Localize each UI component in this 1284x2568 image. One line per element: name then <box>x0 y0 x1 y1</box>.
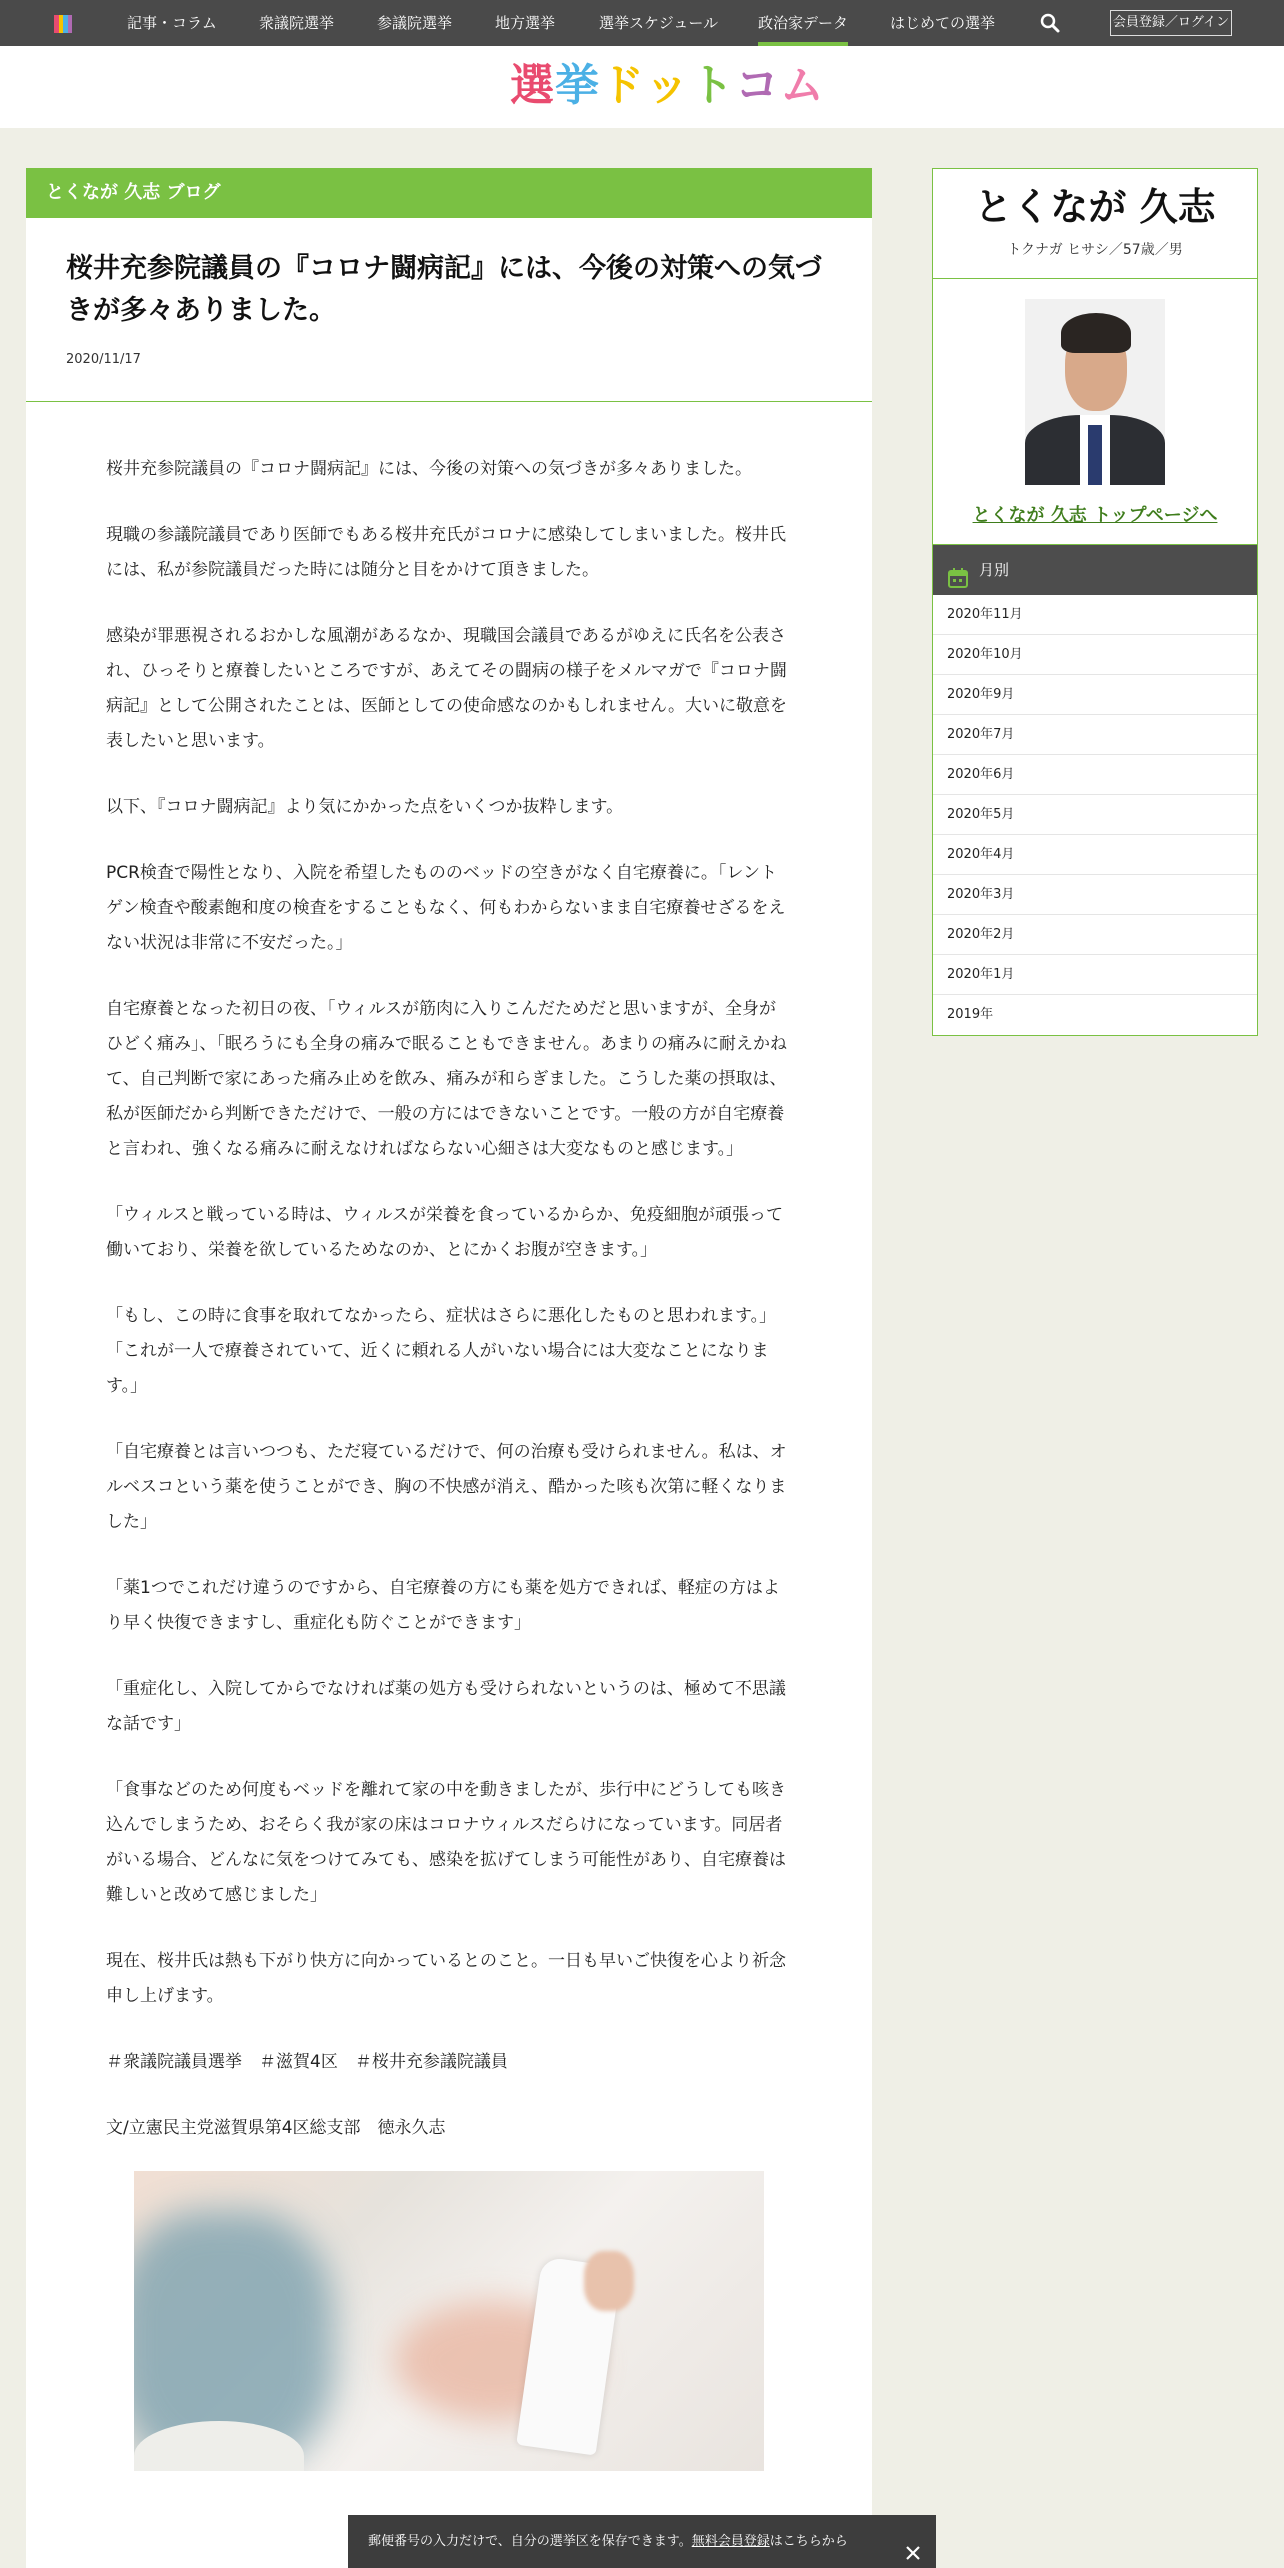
logo-char: コ <box>735 60 780 111</box>
paragraph: 現在、桜井氏は熱も下がり快方に向かっているとのこと。一日も早いご快復を心より祈念申し上げます。 <box>106 1951 786 2006</box>
archive-month-item[interactable]: 2020年10月 <box>933 635 1257 675</box>
archive-month-item[interactable]: 2020年9月 <box>933 675 1257 715</box>
paragraph: 自宅療養となった初日の夜、「ウィルスが筋肉に入りこんだためだと思いますが、全身がひどく痛み」、「眠ろうにも全身の痛みで眠ることもできません。あまりの痛みに耐えかねて、自己判断で家にあった痛み止めを飲み、痛みが和らぎました。こうした薬の摂取は、私が医師だから判断できただけで、一般の方にはできないことです。一般の方が自宅療養と言われ、強くなる痛みに耐えなければならない心細さは大変なものと感じます。」 <box>106 999 788 1159</box>
article-header <box>26 218 872 402</box>
paragraph: PCR検査で陽性となり、入院を希望したもののベッドの空きがなく自宅療養に。「レントゲン検査や酸素飽和度の検査をすることもなく、何もわからないまま自宅療養せざるをえない状況は非常に不安だった。」 <box>106 863 786 953</box>
signup-banner <box>348 2515 936 2568</box>
logo-char: 選 <box>510 60 555 111</box>
archive-month-item[interactable]: 2020年4月 <box>933 835 1257 875</box>
logo-char: ト <box>690 60 735 111</box>
archive-month-item[interactable]: 2020年3月 <box>933 875 1257 915</box>
search-icon[interactable] <box>1038 11 1062 35</box>
nav-item-house-of-councillors[interactable]: 参議院選挙 <box>377 14 453 32</box>
free-signup-link[interactable]: 無料会員登録 <box>691 2534 770 2549</box>
paragraph: 桜井充参院議員の『コロナ闘病記』には、今後の対策への気づきが多々ありました。 <box>106 459 752 479</box>
calendar-icon <box>947 559 969 581</box>
close-icon[interactable] <box>904 2532 922 2550</box>
site-header <box>0 46 1284 128</box>
nav-item-house-of-representatives[interactable]: 衆議院選挙 <box>259 14 335 32</box>
article-photo <box>134 2171 764 2471</box>
profile-photo[interactable] <box>1025 299 1165 485</box>
paragraph: 「薬1つでこれだけ違うのですから、自宅療養の方にも薬を処方できれば、軽症の方はより早く快復できますし、重症化も防ぐことができます」 <box>106 1578 780 1633</box>
archive-month-item[interactable]: 2020年6月 <box>933 755 1257 795</box>
archive-month-item[interactable]: 2020年7月 <box>933 715 1257 755</box>
archive-month-item[interactable]: 2020年11月 <box>933 595 1257 635</box>
home-logo-icon[interactable] <box>54 15 72 33</box>
profile-details: トクナガ ヒサシ／57歳／男 <box>1007 242 1183 258</box>
profile-sidebar <box>932 168 1258 1036</box>
article-author: 文/立憲民主党滋賀県第4区総支部 徳永久志 <box>106 2118 446 2138</box>
monthly-archive-title: 月別 <box>979 561 1010 579</box>
paragraph: 「もし、この時に食事を取れてなかったら、症状はさらに悪化したものと思われます。」「これが一人で療養されていて、近くに頼れる人がいない場合には大変なことになります。」 <box>106 1306 777 1396</box>
monthly-archive-header <box>933 545 1257 595</box>
profile-header <box>933 169 1257 279</box>
banner-text: 郵便番号の入力だけで、自分の選挙区を保存できます。 <box>368 2534 692 2549</box>
article-body <box>26 402 872 2471</box>
logo-char: 挙 <box>555 60 600 111</box>
nav-item-election-schedule[interactable]: 選挙スケジュール <box>599 14 719 32</box>
logo-char: ッ <box>645 60 690 111</box>
profile-top-link[interactable]: とくなが 久志 トップページへ <box>972 505 1218 526</box>
nav-item-politician-data[interactable]: 政治家データ <box>758 0 848 46</box>
blog-title-bar: とくなが 久志 ブログ <box>26 168 872 218</box>
archive-month-item[interactable]: 2020年5月 <box>933 795 1257 835</box>
nav-item-first-election[interactable]: はじめての選挙 <box>890 14 996 32</box>
article-panel <box>26 168 872 2568</box>
article-title: 桜井充参院議員の『コロナ闘病記』には、今後の対策への気づきが多々ありました。 <box>66 253 822 326</box>
logo-char: ド <box>600 60 645 111</box>
top-nav <box>0 0 1284 46</box>
paragraph: 「食事などのため何度もベッドを離れて家の中を動きましたが、歩行中にどうしても咳き込んでしまうため、おそらく我が家の床はコロナウィルスだらけになっています。同居者がいる場合、どんなに気をつけてみても、感染を拡げてしまう可能性があり、自宅療養は難しいと改めて感じました」 <box>106 1780 786 1905</box>
site-logo[interactable] <box>510 60 825 112</box>
archive-month-item[interactable]: 2020年2月 <box>933 915 1257 955</box>
archive-month-item[interactable]: 2019年 <box>947 1007 994 1022</box>
profile-photo-section <box>933 279 1257 545</box>
logo-char: ム <box>780 60 825 111</box>
paragraph: 現職の参議院議員であり医師でもある桜井充氏がコロナに感染してしまいました。桜井氏には、私が参院議員だった時には随分と目をかけて頂きました。 <box>106 525 786 580</box>
paragraph: 感染が罪悪視されるおかしな風潮があるなか、現職国会議員であるがゆえに氏名を公表され、ひっそりと療養したいところですが、あえてその闘病の様子をメルマガで『コロナ闘病記』として公開されたことは、医師としての使命感なのかもしれません。大いに敬意を表したいと思います。 <box>106 626 788 751</box>
monthly-archive-list <box>933 595 1257 1035</box>
paragraph: 「自宅療養とは言いつつも、ただ寝ているだけで、何の治療も受けられません。私は、オルベスコという薬を使うことができ、胸の不快感が消え、酷かった咳も次第に軽くなりました」 <box>106 1442 787 1532</box>
paragraph: 「重症化し、入院してからでなければ薬の処方も受けられないというのは、極めて不思議な話です」 <box>106 1679 786 1734</box>
banner-text-suffix: はこちらから <box>769 2534 848 2549</box>
article-date: 2020/11/17 <box>66 352 141 367</box>
archive-month-item[interactable]: 2020年1月 <box>933 955 1257 995</box>
paragraph: 以下、『コロナ闘病記』より気にかかった点をいくつか抜粋します。 <box>106 797 624 817</box>
nav-item-local-elections[interactable]: 地方選挙 <box>495 14 556 32</box>
paragraph: 「ウィルスと戦っている時は、ウィルスが栄養を食っているからか、免疫細胞が頑張って働いており、栄養を欲しているためなのか、とにかくお腹が空きます。」 <box>106 1205 783 1260</box>
nav-item-articles[interactable]: 記事・コラム <box>127 14 217 32</box>
login-button[interactable]: 会員登録／ログイン <box>1110 10 1232 36</box>
profile-name: とくなが 久志 <box>974 185 1216 229</box>
article-tags: ＃衆議院議員選挙 ＃滋賀4区 ＃桜井充参議院議員 <box>106 2052 508 2072</box>
